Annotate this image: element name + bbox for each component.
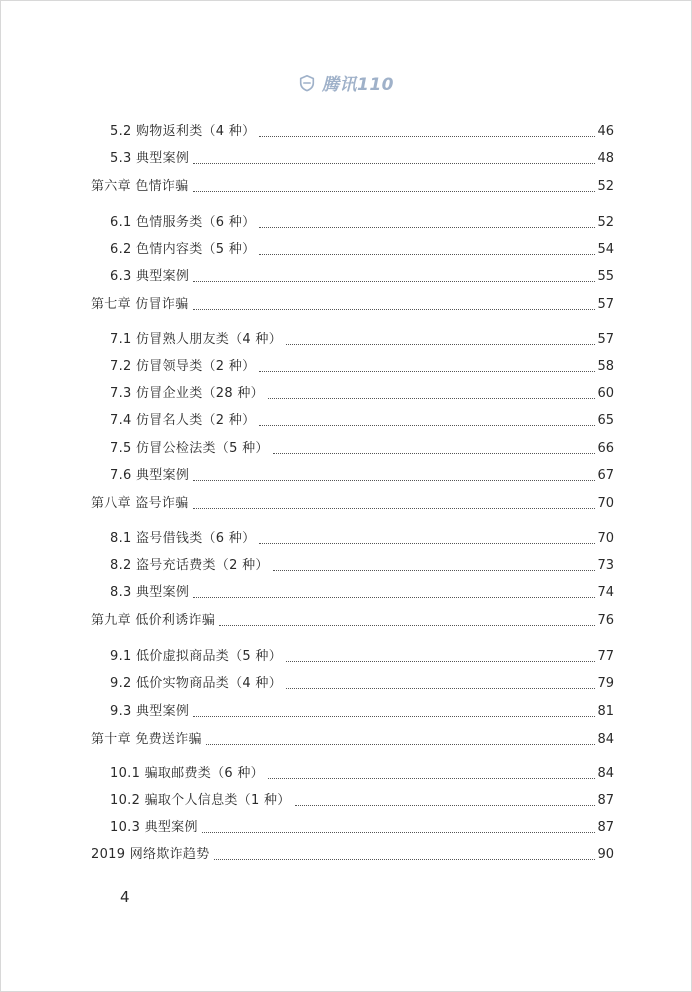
toc-subsection-entry[interactable] — [110, 213, 614, 233]
toc-entry-title: 6.1 色情服务类（6 种） — [110, 215, 256, 230]
shield-icon — [298, 74, 316, 92]
toc-entry-page: 87 — [597, 793, 614, 808]
toc-subsection-entry[interactable] — [110, 357, 614, 377]
toc-dot-leader — [286, 661, 595, 662]
toc-subsection-entry[interactable] — [110, 240, 614, 260]
toc-dot-leader — [259, 227, 595, 228]
toc-entry-title: 10.1 骗取邮费类（6 种） — [110, 766, 264, 781]
toc-dot-leader — [202, 832, 596, 833]
toc-dot-leader — [286, 344, 595, 345]
toc-entry-title: 8.2 盗号充话费类（2 种） — [110, 558, 269, 573]
toc-subsection-entry[interactable] — [110, 149, 614, 169]
toc-dot-leader — [259, 543, 595, 544]
toc-entry-page: 60 — [597, 386, 614, 401]
toc-entry-page: 52 — [597, 179, 614, 194]
toc-subsection-entry[interactable] — [110, 267, 614, 287]
toc-chapter-entry[interactable] — [91, 295, 614, 315]
toc-entry-title: 9.2 低价实物商品类（4 种） — [110, 676, 283, 691]
toc-dot-leader — [193, 597, 595, 598]
toc-subsection-entry[interactable] — [110, 702, 614, 722]
toc-entry-page: 46 — [597, 124, 614, 139]
toc-dot-leader — [273, 570, 596, 571]
toc-entry-title: 7.2 仿冒领导类（2 种） — [110, 359, 256, 374]
toc-dot-leader — [273, 453, 596, 454]
toc-dot-leader — [259, 136, 595, 137]
toc-entry-page: 70 — [597, 496, 614, 511]
toc-subsection-entry[interactable] — [110, 764, 614, 784]
page-number: 4 — [120, 888, 130, 906]
toc-entry-page: 67 — [597, 468, 614, 483]
toc-entry-title: 9.1 低价虚拟商品类（5 种） — [110, 649, 283, 664]
toc-entry-title: 8.3 典型案例 — [110, 585, 190, 600]
toc-entry-page: 84 — [597, 766, 614, 781]
toc-dot-leader — [193, 480, 595, 481]
toc-dot-leader — [259, 371, 595, 372]
header-logo — [0, 70, 692, 95]
toc-dot-leader — [193, 281, 595, 282]
toc-dot-leader — [268, 778, 595, 779]
toc-entry-title: 第六章 色情诈骗 — [91, 179, 189, 194]
toc-entry-title: 7.1 仿冒熟人朋友类（4 种） — [110, 332, 283, 347]
toc-subsection-entry[interactable] — [110, 818, 614, 838]
toc-entry-page: 65 — [597, 413, 614, 428]
toc-subsection-entry[interactable] — [110, 411, 614, 431]
toc-subsection-entry[interactable] — [110, 647, 614, 667]
toc-chapter-entry[interactable] — [91, 730, 614, 750]
toc-subsection-entry[interactable] — [110, 384, 614, 404]
toc-entry-title: 7.3 仿冒企业类（28 种） — [110, 386, 264, 401]
toc-entry-title: 第七章 仿冒诈骗 — [91, 297, 189, 312]
toc-dot-leader — [259, 254, 595, 255]
toc-entry-page: 73 — [597, 558, 614, 573]
toc-dot-leader — [295, 805, 596, 806]
toc-subsection-entry[interactable] — [110, 556, 614, 576]
toc-entry-title: 10.2 骗取个人信息类（1 种） — [110, 793, 291, 808]
toc-entry-page: 76 — [597, 613, 614, 628]
toc-chapter-entry[interactable] — [91, 494, 614, 514]
toc-entry-title: 7.4 仿冒名人类（2 种） — [110, 413, 256, 428]
toc-entry-title: 6.3 典型案例 — [110, 269, 190, 284]
toc-subsection-entry[interactable] — [110, 466, 614, 486]
toc-entry-page: 55 — [597, 269, 614, 284]
toc-entry-page: 74 — [597, 585, 614, 600]
toc-entry-title: 5.2 购物返利类（4 种） — [110, 124, 256, 139]
toc-dot-leader — [193, 163, 595, 164]
toc-dot-leader — [286, 688, 595, 689]
logo-text: 腾讯110 — [322, 75, 394, 95]
toc-entry-page: 77 — [597, 649, 614, 664]
toc-entry-title: 8.1 盗号借钱类（6 种） — [110, 531, 256, 546]
toc-entry-page: 81 — [597, 704, 614, 719]
toc-entry-title: 10.3 典型案例 — [110, 820, 198, 835]
toc-entry-title: 第八章 盗号诈骗 — [91, 496, 189, 511]
toc-chapter-entry[interactable] — [91, 177, 614, 197]
toc-entry-title: 5.3 典型案例 — [110, 151, 190, 166]
toc-subsection-entry[interactable] — [110, 583, 614, 603]
toc-subsection-entry[interactable] — [110, 330, 614, 350]
toc-entry-page: 52 — [597, 215, 614, 230]
toc-dot-leader — [193, 309, 596, 310]
toc-entry-title: 第十章 免费送诈骗 — [91, 732, 202, 747]
toc-entry-page: 70 — [597, 531, 614, 546]
toc-entry-title: 6.2 色情内容类（5 种） — [110, 242, 256, 257]
toc-dot-leader — [193, 508, 596, 509]
toc-entry-title: 9.3 典型案例 — [110, 704, 190, 719]
toc-dot-leader — [214, 859, 596, 860]
toc-entry-title: 第九章 低价利诱诈骗 — [91, 613, 216, 628]
toc-dot-leader — [193, 716, 595, 717]
toc-entry-page: 54 — [597, 242, 614, 257]
toc-entry-page: 48 — [597, 151, 614, 166]
toc-entry-title: 7.5 仿冒公检法类（5 种） — [110, 441, 269, 456]
toc-entry-page: 66 — [597, 441, 614, 456]
toc-dot-leader — [206, 744, 596, 745]
toc-subsection-entry[interactable] — [110, 529, 614, 549]
toc-chapter-entry[interactable] — [91, 611, 614, 631]
toc-subsection-entry[interactable] — [110, 674, 614, 694]
toc-entry-page: 79 — [597, 676, 614, 691]
toc-dot-leader — [193, 191, 596, 192]
toc-entry-page: 57 — [597, 332, 614, 347]
toc-subsection-entry[interactable] — [110, 439, 614, 459]
toc-dot-leader — [268, 398, 595, 399]
toc-entry-page: 84 — [597, 732, 614, 747]
toc-dot-leader — [259, 425, 595, 426]
toc-subsection-entry[interactable] — [110, 791, 614, 811]
toc-entry-page: 90 — [597, 847, 614, 862]
toc-entry-title: 7.6 典型案例 — [110, 468, 190, 483]
toc-subsection-entry[interactable] — [110, 122, 614, 142]
toc-entry-page: 57 — [597, 297, 614, 312]
toc-entry-page: 87 — [597, 820, 614, 835]
toc-entry-page: 58 — [597, 359, 614, 374]
toc-dot-leader — [219, 625, 595, 626]
toc-entry-title: 2019 网络欺诈趋势 — [91, 847, 210, 862]
toc-chapter-entry[interactable] — [91, 845, 614, 865]
